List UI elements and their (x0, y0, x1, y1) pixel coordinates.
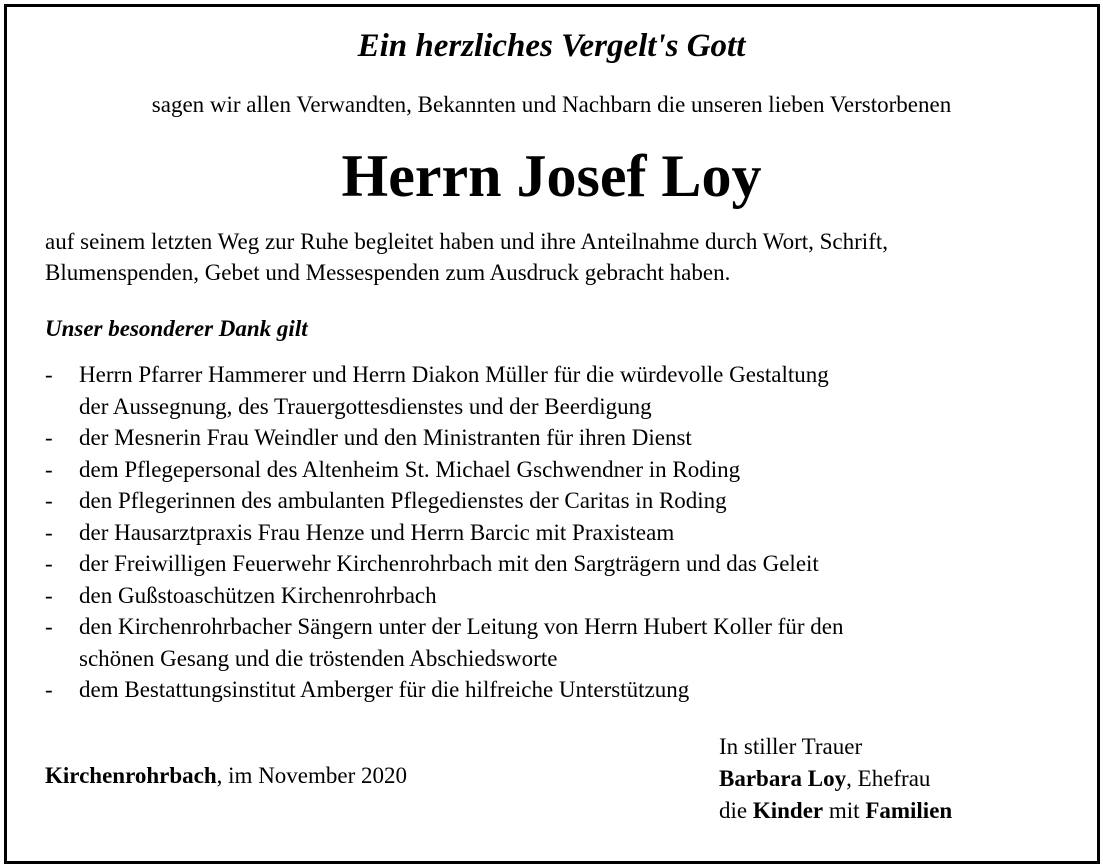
body-line: auf seinem letzten Weg zur Ruhe begleitet haben und ihre Anteilnahme durch Wort, Schrift, (45, 229, 888, 254)
deceased-name: Herrn Josef Loy (341, 143, 762, 209)
signature-text: die (719, 798, 753, 823)
signature-line: In stiller Trauer (719, 734, 863, 759)
families-label: Familien (865, 798, 953, 823)
thanks-item (45, 454, 1045, 486)
dash-bullet: - (45, 677, 53, 702)
dash-bullet: - (45, 425, 53, 450)
thanks-heading: Unser besonderer Dank gilt (45, 316, 308, 341)
intro-text: sagen wir allen Verwandten, Bekannten und Nachbarn die unseren lieben Verstorbenen (151, 92, 952, 117)
dash-bullet: - (45, 582, 53, 608)
notice-heading: Ein herzliches Vergelt's Gott (357, 28, 746, 64)
thanks-item-line: der Freiwilligen Feuerwehr Kirchenrohrbach mit den Sargträgern und das Geleit (79, 551, 819, 576)
signature-line (719, 795, 952, 827)
thanks-item-line: den Kirchenrohrbacher Sängern unter der Leitung von Herrn Hubert Koller für den (79, 614, 844, 639)
dash-bullet: - (45, 362, 53, 387)
dash-bullet: - (45, 551, 53, 576)
children-label: Kinder (752, 798, 824, 823)
dash-bullet: - (45, 456, 53, 482)
signature-block (719, 731, 952, 827)
dash-bullet: - (45, 614, 53, 639)
signature-text: mit (823, 798, 866, 823)
thanks-item-line: Herrn Pfarrer Hammerer und Herrn Diakon Müller für die würdevolle Gestaltung (79, 362, 829, 387)
thanks-item-line: den Gußstoaschützen Kirchenrohrbach (79, 582, 437, 608)
thanks-item-line: der Aussegnung, des Trauergottesdienstes und der Beerdigung (79, 393, 652, 419)
place-date (45, 760, 407, 791)
signature-line (719, 763, 952, 795)
thanks-item-line: der Mesnerin Frau Weindler und den Ministranten für ihren Dienst (79, 425, 692, 450)
place-name: Kirchenrohrbach (45, 763, 217, 788)
thanks-item (45, 422, 1045, 454)
thanks-item (45, 485, 1045, 517)
widow-role: , Ehefrau (846, 766, 931, 791)
dash-bullet: - (45, 519, 53, 545)
body-text (45, 226, 1085, 288)
dash-bullet: - (45, 488, 53, 513)
thanks-item (45, 359, 1045, 422)
thanks-item-line: dem Pflegepersonal des Altenheim St. Michael Gschwendner in Roding (79, 456, 741, 482)
thanks-list (45, 359, 1045, 706)
thanks-item (45, 580, 1045, 612)
body-line: Blumenspenden, Gebet und Messespenden zum Ausdruck gebracht haben. (45, 260, 731, 285)
thanks-item (45, 548, 1045, 580)
thanks-item (45, 611, 1045, 674)
thanks-item-line: der Hausarztpraxis Frau Henze und Herrn Barcic mit Praxisteam (79, 519, 675, 545)
thanks-item (45, 674, 1045, 706)
thanks-item-line: schönen Gesang und die tröstenden Abschiedsworte (79, 645, 558, 671)
widow-name: Barbara Loy (719, 766, 847, 791)
thanks-item (45, 517, 1045, 549)
date-text: , im November 2020 (216, 763, 408, 788)
thanks-item-line: den Pflegerinnen des ambulanten Pflegedienstes der Caritas in Roding (79, 488, 727, 513)
thanks-item-line: dem Bestattungsinstitut Amberger für die hilfreiche Unterstützung (79, 677, 690, 702)
